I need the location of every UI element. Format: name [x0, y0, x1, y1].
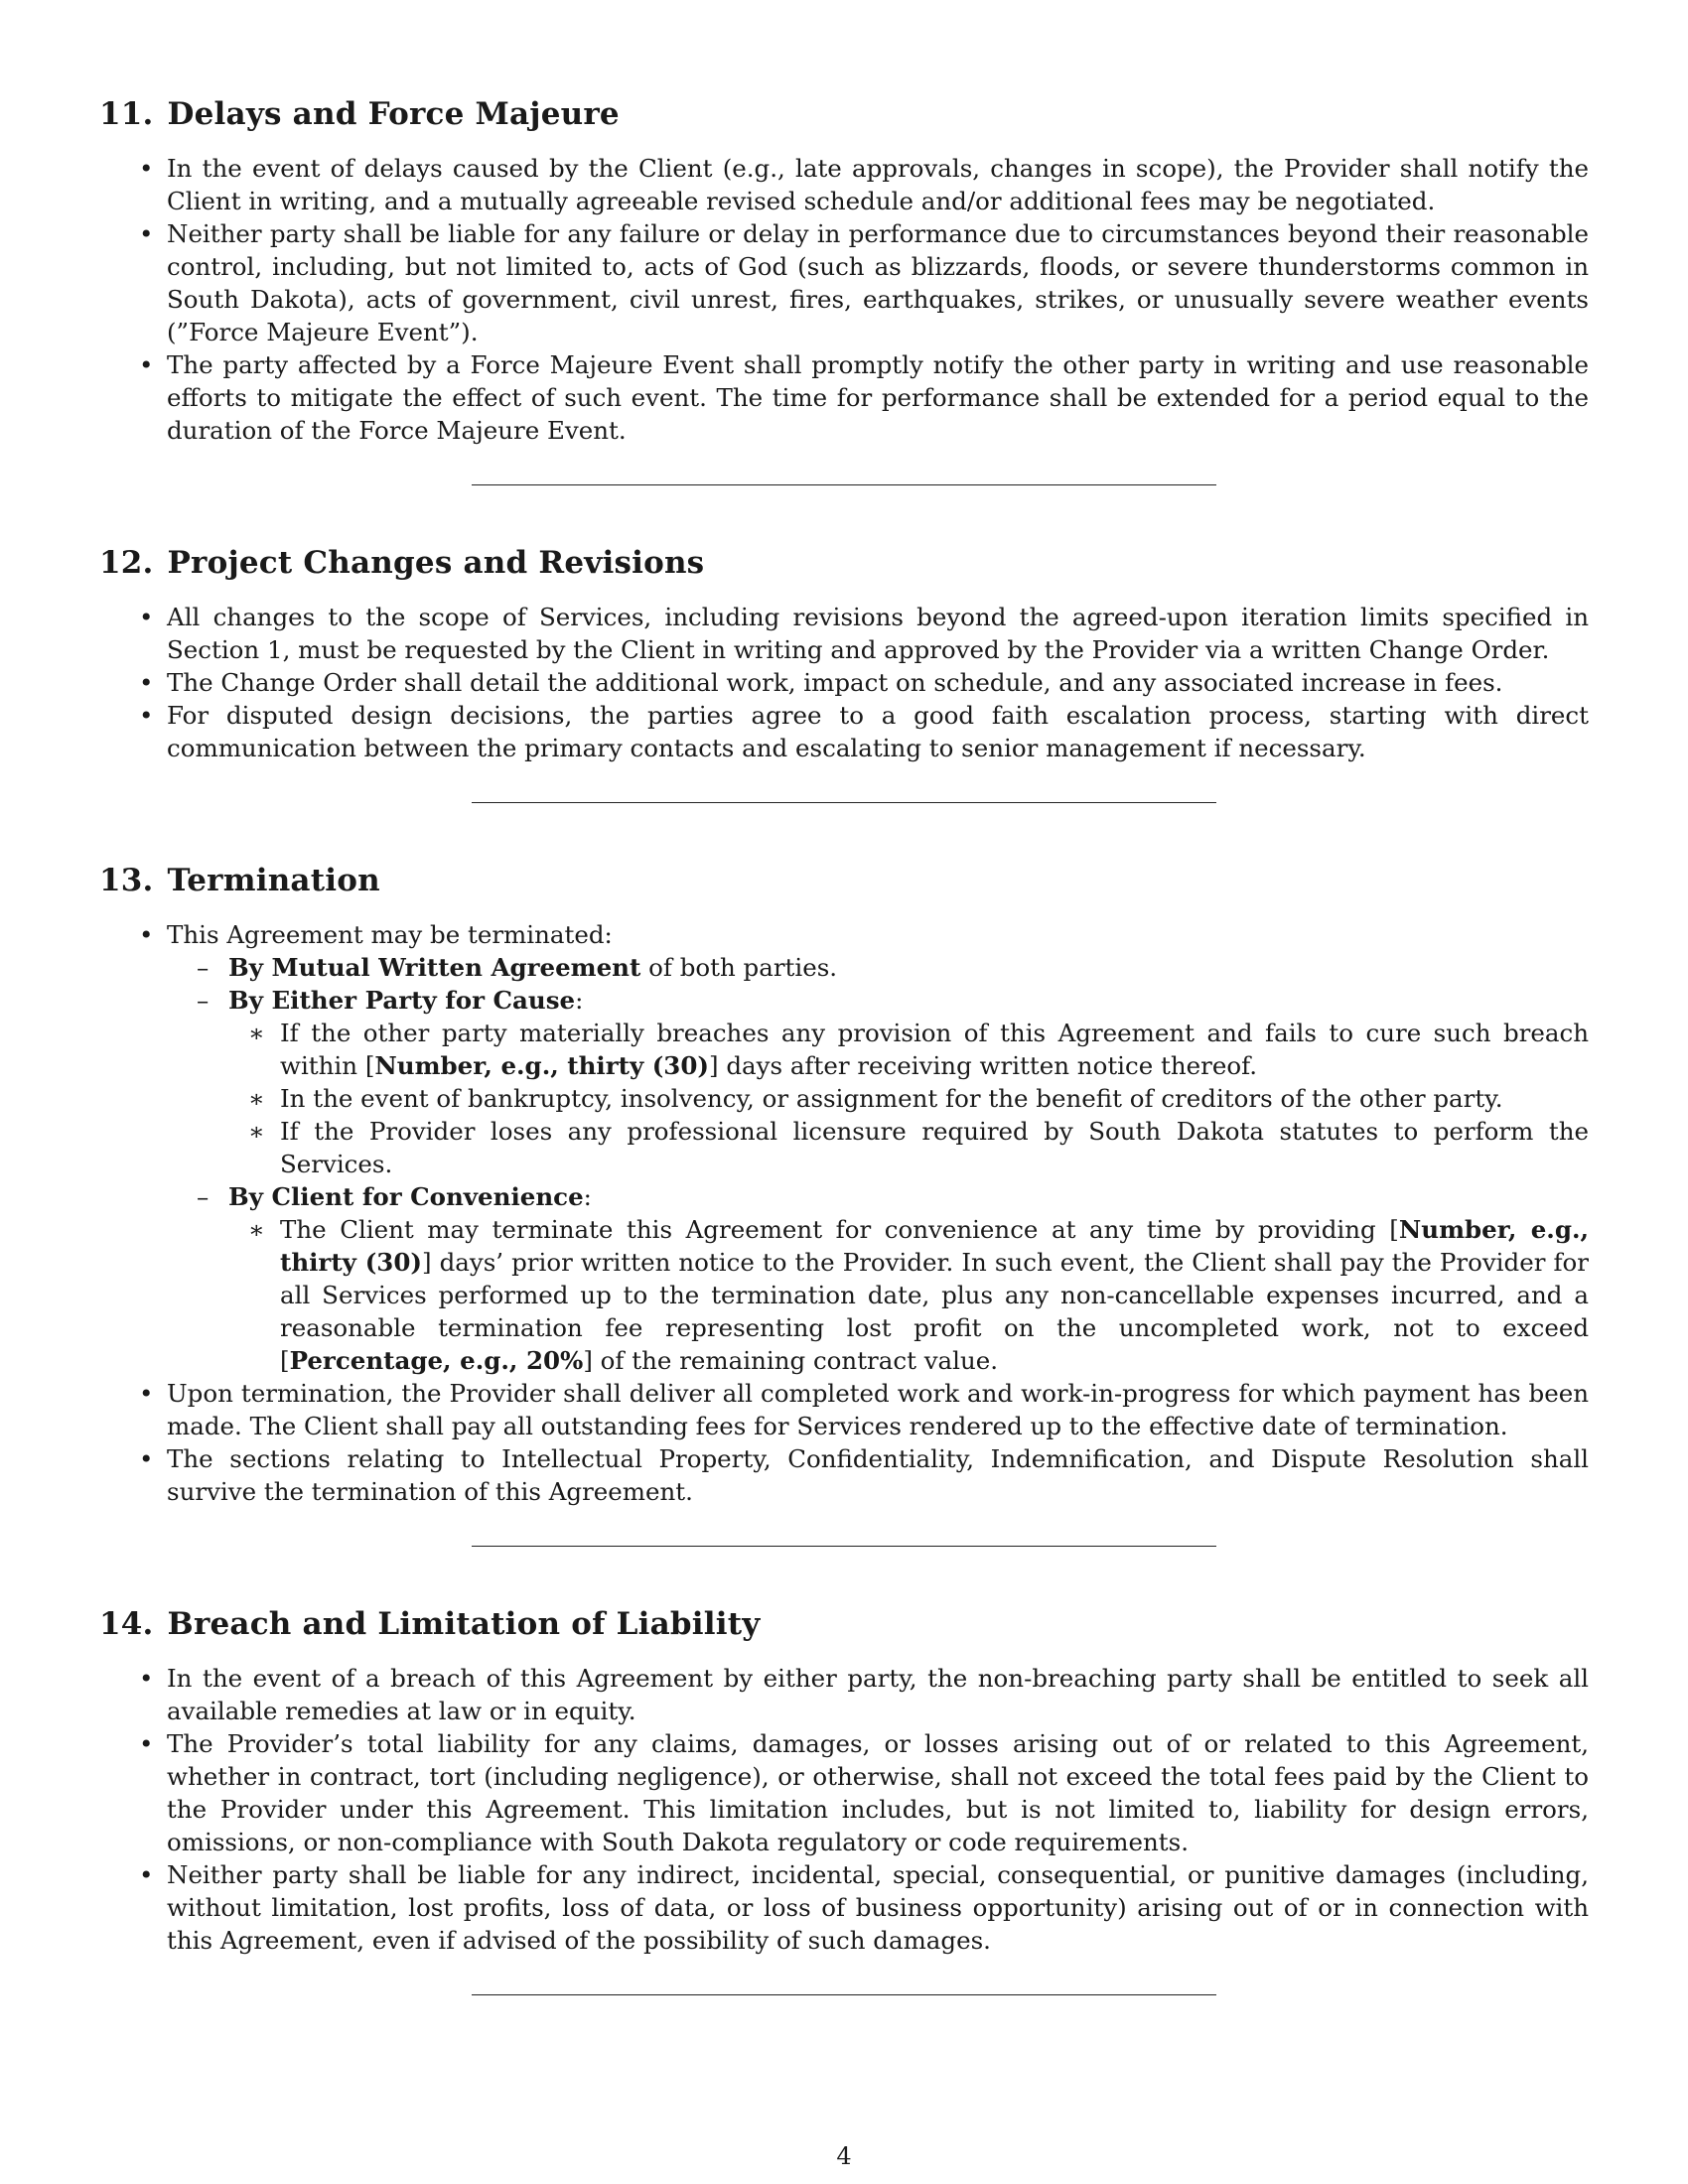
section-title: Breach and Limitation of Liability [167, 1606, 761, 1642]
sub-sub-list [228, 1017, 1589, 1180]
section-divider [472, 484, 1216, 485]
text-fragment: If the other party materially breaches any provision of this Agreement and fails to cure such breach within [ [280, 1019, 1589, 1080]
sub-item-convenience [167, 1180, 1589, 1377]
text-fragment: ] days after receiving written notice thereof. [708, 1051, 1258, 1080]
section-heading [99, 94, 1589, 134]
list-item: • Neither party shall be liable for any failure or delay in performance due to circumstances beyond their reasonable control, including, but not limited to, acts of God (such as blizzards, floods, or severe thunderstorms common in South Dakota), acts of government, civil unrest, fires, earthquakes, strikes, or unusually severe weather events (”Force Majeure Event”). [99, 217, 1589, 348]
page-number: 4 [836, 2142, 852, 2170]
list-item: • The Provider’s total liability for any claims, damages, or losses arising out of or related to this Agreement, whether in contract, tort (including negligence), or otherwise, shall not exceed the total fees paid by the Client to the Provider under this Agreement. This limitation includes, but is not limited to, liability for design errors, omissions, or non-compliance with South Dakota regulatory or code requirements. [99, 1727, 1589, 1858]
sub-item-mutual [167, 951, 1589, 984]
section-13 [99, 861, 1589, 1508]
bullet-list [99, 918, 1589, 1508]
bullet-list [99, 1662, 1589, 1957]
bold-term: By Client for Convenience [228, 1182, 584, 1211]
list-item: • The sections relating to Intellectual Property, Confidentiality, Indemnification, and Dispute Resolution shall survive the termination of this Agreement. [99, 1442, 1589, 1508]
list-item: • Neither party shall be liable for any indirect, incidental, special, consequential, or punitive damages (including, without limitation, lost profits, loss of data, or loss of business opportunity) arising out of or in connection with this Agreement, even if advised of the possibility of such damages. [99, 1858, 1589, 1957]
text-fragment: ] of the remaining contract value. [583, 1346, 999, 1375]
sub-item-text: of both parties. [640, 953, 838, 982]
sub-list [167, 951, 1589, 1377]
list-item: • In the event of delays caused by the Client (e.g., late approvals, changes in scope), the Provider shall notify the Client in writing, and a mutually agreeable revised schedule and/or additional fees may be negotiated. [99, 152, 1589, 217]
list-item: • Upon termination, the Provider shall deliver all completed work and work-in-progress for which payment has been made. The Client shall pay all outstanding fees for Services rendered up to the effective date of termination. [99, 1377, 1589, 1442]
section-divider [472, 802, 1216, 803]
document-page [99, 94, 1589, 2053]
text-fragment: The Client may terminate this Agreement for convenience at any time by providing [ [280, 1215, 1399, 1244]
colon: : [583, 1182, 592, 1211]
section-11 [99, 94, 1589, 447]
sub-sub-list [228, 1213, 1589, 1377]
section-number: 12. [99, 545, 154, 581]
section-number: 11. [99, 96, 154, 132]
sub-sub-item [228, 1213, 1589, 1377]
section-heading [99, 861, 1589, 900]
bullet-list [99, 601, 1589, 764]
section-number: 14. [99, 1606, 154, 1642]
colon: : [575, 986, 584, 1015]
sub-sub-item [228, 1017, 1589, 1082]
section-title: Delays and Force Majeure [167, 96, 620, 132]
section-divider [472, 1994, 1216, 1995]
section-14 [99, 1604, 1589, 1957]
bold-term: By Mutual Written Agreement [228, 953, 641, 982]
bold-term: By Either Party for Cause [228, 986, 576, 1015]
sub-sub-item: ∗ If the Provider loses any professional licensure required by South Dakota statutes to perform the Services. [228, 1115, 1589, 1180]
sub-item-cause [167, 984, 1589, 1180]
section-heading [99, 1604, 1589, 1644]
placeholder-term: Percentage, e.g., 20% [289, 1346, 584, 1375]
section-12 [99, 543, 1589, 764]
list-item: • In the event of a breach of this Agreement by either party, the non-breaching party shall be entitled to seek all available remedies at law or in equity. [99, 1662, 1589, 1727]
list-item: • The party affected by a Force Majeure Event shall promptly notify the other party in writing and use reasonable efforts to mitigate the effect of such event. The time for performance shall be extended for a period equal to the duration of the Force Majeure Event. [99, 348, 1589, 447]
sub-sub-item: ∗ In the event of bankruptcy, insolvency, or assignment for the benefit of creditors of the other party. [228, 1082, 1589, 1115]
list-item: • All changes to the scope of Services, including revisions beyond the agreed-upon iteration limits specified in Section 1, must be requested by the Client in writing and approved by the Provider via a written Change Order. [99, 601, 1589, 666]
section-title: Termination [167, 863, 380, 898]
bullet-list [99, 152, 1589, 447]
section-divider [472, 1546, 1216, 1547]
list-item: • For disputed design decisions, the parties agree to a good faith escalation process, starting with direct communication between the primary contacts and escalating to senior management if necessary. [99, 699, 1589, 764]
list-item [99, 918, 1589, 1377]
section-heading [99, 543, 1589, 583]
text-fragment: ] days’ prior written notice to the Provider. In such event, the Client shall pay the Provider for all Services performed up to the termination date, plus any non-cancellable expenses incurred, and a reasonable termination fee representing lost profit on the uncompleted work, not to exceed [ [280, 1248, 1589, 1375]
section-title: Project Changes and Revisions [167, 545, 705, 581]
section-number: 13. [99, 863, 154, 898]
list-item: • The Change Order shall detail the additional work, impact on schedule, and any associated increase in fees. [99, 666, 1589, 699]
placeholder-term: Number, e.g., thirty (30) [280, 1215, 1590, 1277]
placeholder-term: Number, e.g., thirty (30) [374, 1051, 709, 1080]
termination-intro: This Agreement may be terminated: [167, 920, 613, 949]
